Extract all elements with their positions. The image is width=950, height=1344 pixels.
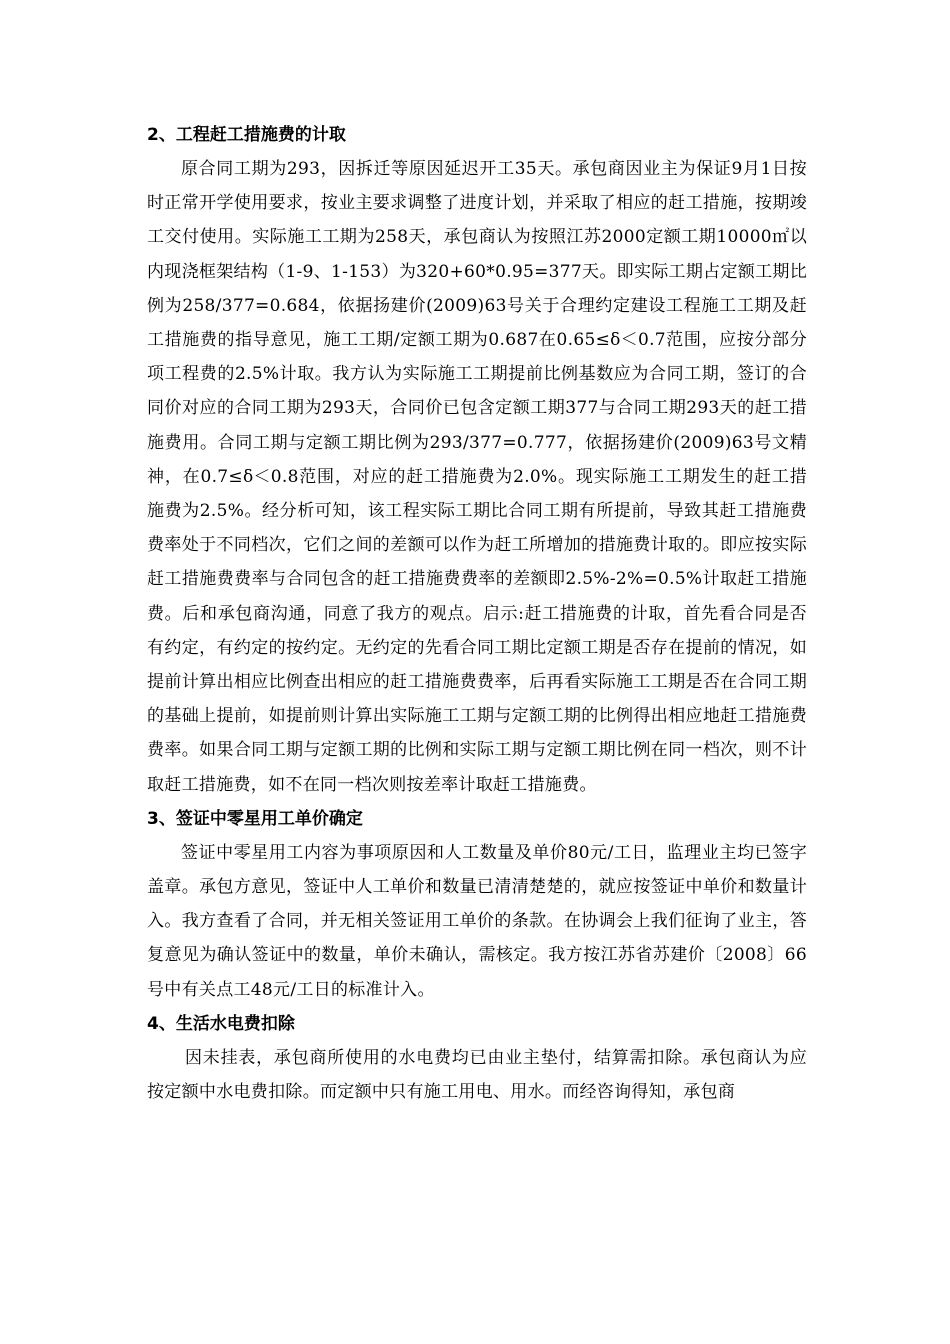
section-heading-rush-cost: 2、工程赶工措施费的计取 bbox=[147, 125, 346, 145]
section-paragraph-rush-cost: 原合同工期为293，因拆迁等原因延迟开工35天。承包商因业主为保证9月1日按时正常开学使用要求，按业主要求调整了进度计划，并采取了相应的赶工措施，按期竣工交付使用。实际施工工期为258天，承包商认为按照江苏2000定额工期10000㎡以内现浇框架结构（1-9、1-153）为320+60*0.95=377天。即实际工期占定额工期比例为258/377=0.684，依据扬建价(2009)63号关于合理约定建设工程施工工期及赶工措施费的指导意见，施工工期/定额工期为0.687在0.65≤δ＜0.7范围，应按分部分项工程费的2.5%计取。我方认为实际施工工期提前比例基数应为合同工期，签订的合同价对应的合同工期为293天，合同价已包含定额工期377与合同工期293天的赶工措施费用。合同工期与定额工期比例为293/377=0.777，依据扬建价(2009)63号文精神，在0.7≤δ＜0.8范围，对应的赶工措施费为2.0%。现实际施工工期发生的赶工措施费为2.5%。经分析可知，该工程实际工期比合同工期有所提前，导致其赶工措施费费率处于不同档次，它们之间的差额可以作为赶工所增加的措施费计取的。即应按实际赶工措施费费率与合同包含的赶工措施费费率的差额即2.5%-2%=0.5%计取赶工措施费。后和承包商沟通，同意了我方的观点。启示:赶工措施费的计取，首先看合同是否有约定，有约定的按约定。无约定的先看合同工期比定额工期是否存在提前的情况，如提前计算出相应比例查出相应的赶工措施费费率，后再看实际施工工期是否在合同工期的基础上提前，如提前则计算出实际施工工期与定额工期的比例得出相应地赶工措施费费率。如果合同工期与定额工期的比例和实际工期与定额工期比例在同一档次，则不计取赶工措施费，如不在同一档次则按差率计取赶工措施费。 bbox=[147, 159, 807, 795]
section-paragraph-utility-deduction: 因未挂表，承包商所使用的水电费均已由业主垫付，结算需扣除。承包商认为应按定额中水电费扣除。而定额中只有施工用电、用水。而经咨询得知，承包商 bbox=[147, 1047, 807, 1103]
document-body bbox=[147, 118, 807, 1109]
section-paragraph-labor-price: 签证中零星用工内容为事项原因和人工数量及单价80元/工日，监理业主均已签字盖章。承包方意见，签证中人工单价和数量已清清楚楚的，就应按签证中单价和数量计入。我方查看了合同，并无相关签证用工单价的条款。在协调会上我们征询了业主，答复意见为确认签证中的数量，单价未确认，需核定。我方按江苏省苏建价〔2008〕66号中有关点工48元/工日的标准计入。 bbox=[147, 842, 807, 1000]
section-heading-utility-deduction: 4、生活水电费扣除 bbox=[147, 1013, 295, 1034]
section-heading-labor-price: 3、签证中零星用工单价确定 bbox=[147, 808, 363, 829]
